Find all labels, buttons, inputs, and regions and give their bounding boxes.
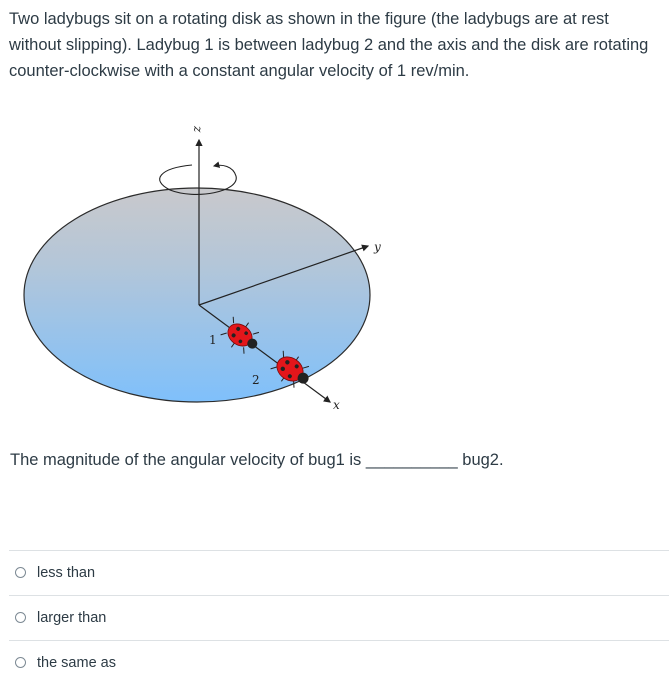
blank-prompt (10, 448, 504, 472)
answer-label[interactable]: the same as (37, 655, 116, 671)
answer-blank: __________ (365, 451, 458, 469)
answer-option-same-as[interactable] (9, 640, 669, 685)
question-text: Two ladybugs sit on a rotating disk as shown in the figure (the ladybugs are at rest without slipping). Ladybug 1 is between ladybug 2 and the axis and the disk are rotating counter-clockwise with a constant angular velocity of 1 rev/min. (9, 10, 649, 80)
radio-button[interactable] (15, 612, 26, 623)
answer-options (9, 550, 669, 685)
answer-label[interactable]: less than (37, 565, 96, 581)
answer-label[interactable]: larger than (37, 610, 107, 626)
prompt-text-after: bug2. (462, 451, 504, 469)
ladybug-1-label: 1 (209, 333, 217, 347)
radio-button[interactable] (15, 567, 26, 578)
z-axis-label: z (191, 126, 205, 133)
radio-button[interactable] (15, 657, 26, 668)
disk (24, 188, 370, 402)
x-axis-label: x (333, 398, 340, 412)
y-axis-label: y (374, 240, 381, 254)
prompt-text-before: The magnitude of the angular velocity of bug1 is (10, 451, 362, 469)
answer-option-larger-than[interactable] (9, 595, 669, 640)
rotating-disk-figure (0, 110, 420, 420)
answer-option-less-than[interactable] (9, 550, 669, 595)
ladybug-2-label: 2 (252, 373, 260, 387)
